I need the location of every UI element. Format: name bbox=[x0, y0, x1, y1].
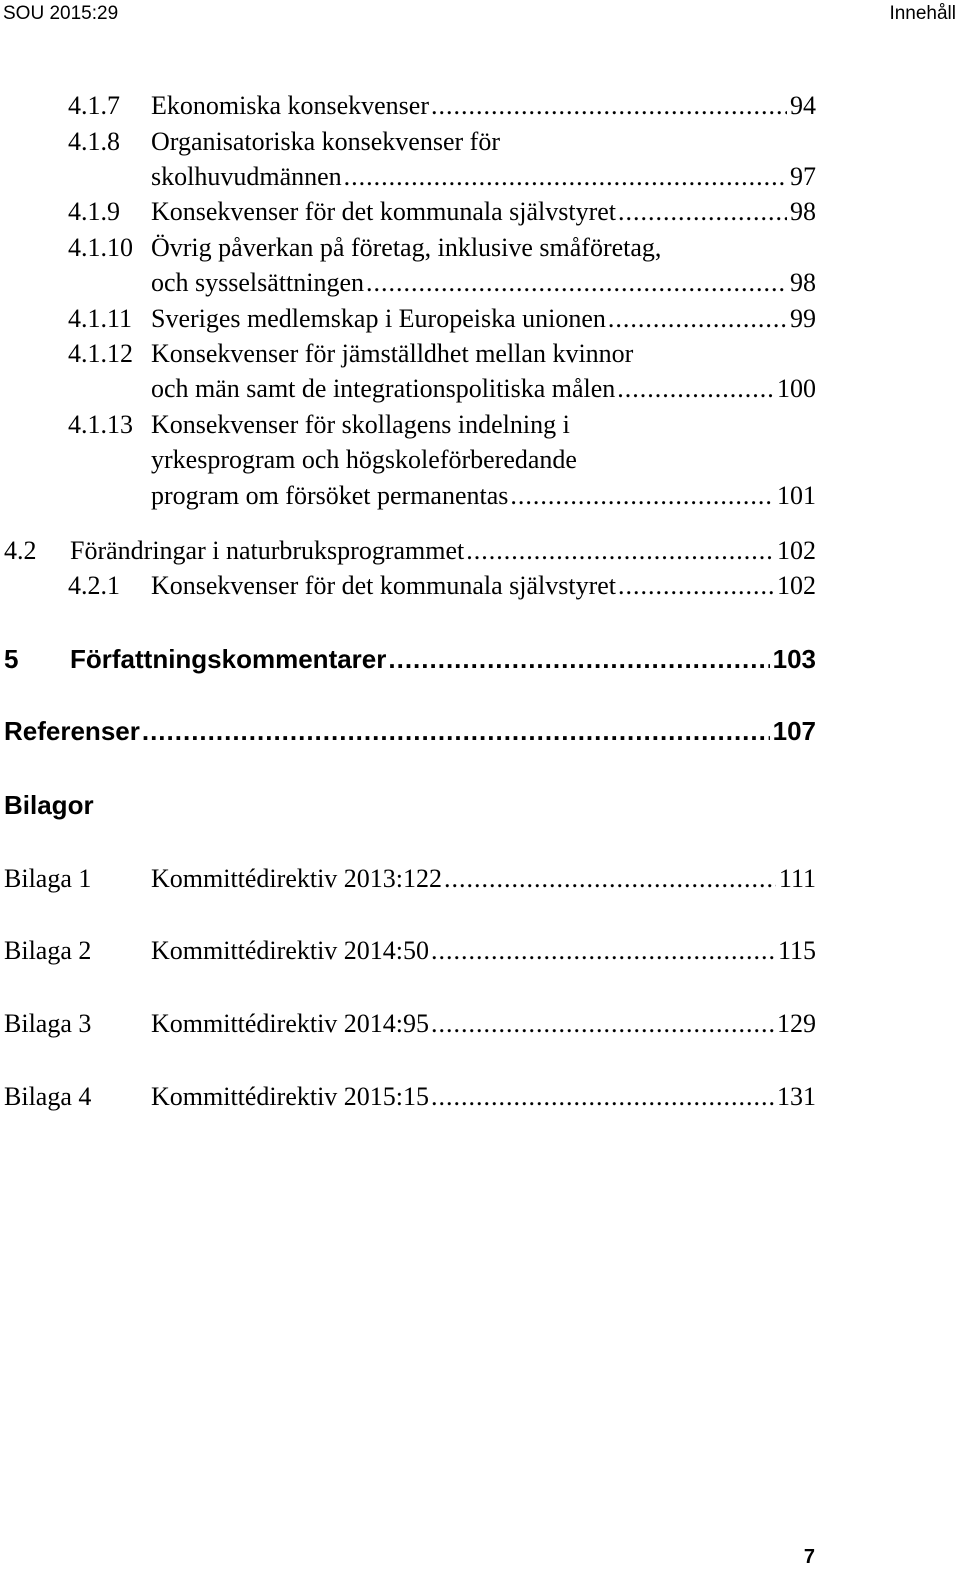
toc-entry-title: Referenser bbox=[4, 716, 140, 746]
dot-leader bbox=[510, 479, 774, 513]
toc-entry-title: Kommittédirektiv 2014:95 bbox=[151, 1009, 430, 1038]
toc-entry-page: 100 bbox=[777, 374, 816, 403]
toc-entry-title-line1: Övrig påverkan på företag, inklusive småföretag, bbox=[151, 233, 662, 262]
toc-entry-page: 101 bbox=[777, 481, 816, 510]
toc-entry-number: 4.1.11 bbox=[68, 304, 133, 333]
toc-entry-page: 115 bbox=[777, 936, 816, 965]
toc-entry-number: 4.1.7 bbox=[68, 91, 120, 120]
dot-leader bbox=[618, 195, 787, 229]
dot-leader bbox=[142, 714, 770, 748]
toc-entry-title: Ekonomiska konsekvenser bbox=[151, 91, 430, 120]
toc-entry-title: Kommittédirektiv 2014:50 bbox=[151, 936, 430, 965]
toc-entry-title: och män samt de integrationspolitiska målen bbox=[151, 374, 616, 403]
toc-entry-number: Bilaga 3 bbox=[4, 1009, 92, 1038]
dot-leader bbox=[431, 1080, 774, 1114]
toc-entry-number: Bilaga 4 bbox=[4, 1082, 92, 1111]
toc-entry-page: 102 bbox=[777, 536, 816, 565]
dot-leader bbox=[431, 1007, 774, 1041]
toc-entry-title: Förändringar i naturbruksprogrammet bbox=[70, 536, 465, 565]
dot-leader bbox=[608, 302, 787, 336]
toc-entry-title-line1: Konsekvenser för skollagens indelning i bbox=[151, 410, 570, 439]
dot-leader bbox=[431, 934, 775, 968]
toc-entry-title: skolhuvudmännen bbox=[151, 162, 342, 191]
toc-entry-page: 97 bbox=[790, 162, 816, 191]
toc-entry-page: 99 bbox=[790, 304, 816, 333]
toc-entry-number: Bilaga 2 bbox=[4, 936, 92, 965]
toc-entry-page: 102 bbox=[777, 571, 816, 600]
toc-entry-title: program om försöket permanentas bbox=[151, 481, 509, 510]
toc-entry-number: 4.2.1 bbox=[68, 571, 120, 600]
dot-leader bbox=[366, 266, 787, 300]
toc-entry-number: 4.1.9 bbox=[68, 197, 120, 226]
toc-entry-page: 107 bbox=[772, 716, 816, 746]
dot-leader bbox=[344, 160, 787, 194]
toc-entry-number: 5 bbox=[4, 644, 19, 674]
toc-entry-page: 98 bbox=[790, 197, 816, 226]
toc-entry-title: Konsekvenser för det kommunala självstyret bbox=[151, 197, 616, 226]
toc-entry-number: 4.1.8 bbox=[68, 127, 120, 156]
toc-entry-title-line1: Konsekvenser för jämställdhet mellan kvinnor bbox=[151, 339, 634, 368]
toc-entry-page: 94 bbox=[790, 91, 816, 120]
toc-entry-page: 98 bbox=[790, 268, 816, 297]
toc-entry-page: 131 bbox=[777, 1082, 816, 1111]
toc-entry-page: 103 bbox=[772, 644, 816, 674]
dot-leader bbox=[388, 642, 769, 676]
dot-leader bbox=[466, 534, 774, 568]
toc-entry-number: 4.2 bbox=[4, 536, 37, 565]
toc-entry-page: 129 bbox=[777, 1009, 816, 1038]
toc-entry-number: 4.1.13 bbox=[68, 410, 133, 439]
running-header-document-id: SOU 2015:29 bbox=[3, 3, 119, 24]
running-header-section: Innehåll bbox=[889, 3, 956, 24]
toc-entry-number: 4.1.12 bbox=[68, 339, 133, 368]
bilagor-heading: Bilagor bbox=[4, 790, 94, 820]
toc-entry-title: Kommittédirektiv 2013:122 bbox=[151, 864, 443, 893]
toc-entry-page: 111 bbox=[778, 864, 816, 893]
dot-leader bbox=[431, 89, 787, 123]
toc-entry-title: Konsekvenser för det kommunala självstyret bbox=[151, 571, 616, 600]
dot-leader bbox=[618, 569, 774, 603]
toc-entry-number: 4.1.10 bbox=[68, 233, 133, 262]
dot-leader bbox=[617, 372, 774, 406]
toc-entry-title-line1: Organisatoriska konsekvenser för bbox=[151, 127, 500, 156]
page-number: 7 bbox=[803, 1546, 815, 1568]
toc-entry-title: Kommittédirektiv 2015:15 bbox=[151, 1082, 430, 1111]
toc-entry-number: Bilaga 1 bbox=[4, 864, 92, 893]
toc-entry-title: Författningskommentarer bbox=[70, 644, 387, 674]
toc-entry-title: och sysselsättningen bbox=[151, 268, 365, 297]
toc-entry-title-line2: yrkesprogram och högskoleförberedande bbox=[151, 445, 577, 474]
toc-entry-title: Sveriges medlemskap i Europeiska unionen bbox=[151, 304, 606, 333]
dot-leader bbox=[444, 862, 776, 896]
